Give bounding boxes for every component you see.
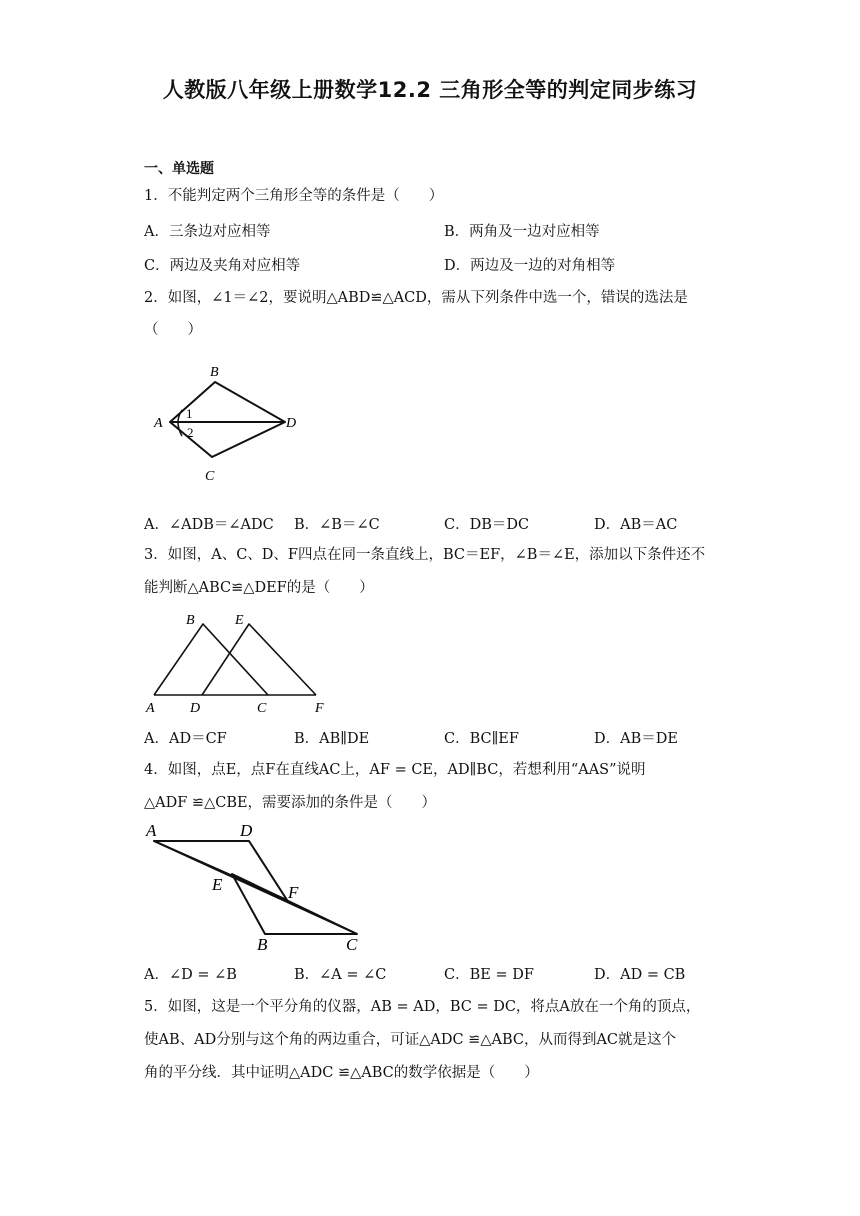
q4-figure xyxy=(142,818,372,956)
q4-option-a[interactable]: A．∠D = ∠B xyxy=(144,967,237,983)
q3-stem-line1: 3．如图，A、C、D、F四点在同一条直线上，BC＝EF，∠B＝∠E，添加以下条件还不 xyxy=(144,547,706,563)
section-heading: 一、单选题 xyxy=(144,161,214,177)
page-title: 人教版八年级上册数学12.2 三角形全等的判定同步练习 xyxy=(162,78,698,102)
q4-label-d: D xyxy=(240,821,253,840)
q5-stem-line1: 5．如图，这是一个平分角的仪器，AB = AD，BC = DC，将点A放在一个角的顶点， xyxy=(144,999,701,1015)
q2-option-b[interactable]: B．∠B＝∠C xyxy=(294,517,380,533)
q1-option-a[interactable]: A．三条边对应相等 xyxy=(144,224,271,240)
q3-option-d[interactable]: D．AB＝DE xyxy=(594,731,678,747)
q3-label-e: E xyxy=(235,613,244,628)
q2-label-d: D xyxy=(286,416,297,431)
q1-option-d[interactable]: D．两边及一边的对角相等 xyxy=(444,258,616,274)
q3-option-b[interactable]: B．AB∥DE xyxy=(294,731,370,747)
q4-option-c[interactable]: C．BE = DF xyxy=(444,967,534,983)
q2-label-angle1: 1 xyxy=(186,406,193,421)
q4-label-a: A xyxy=(146,821,157,840)
q3-label-a: A xyxy=(146,701,155,716)
q1-option-b[interactable]: B．两角及一边对应相等 xyxy=(444,224,600,240)
q5-stem-line2: 使AB、AD分别与这个角的两边重合，可证△ADC ≌△ABC，从而得到AC就是这个 xyxy=(144,1032,677,1048)
q3-option-c[interactable]: C．BC∥EF xyxy=(444,731,519,747)
q2-label-c: C xyxy=(205,469,215,484)
q2-option-d[interactable]: D．AB＝AC xyxy=(594,517,678,533)
q4-label-b: B xyxy=(257,935,268,954)
q2-label-b: B xyxy=(210,365,219,380)
q4-stem-line2: △ADF ≌△CBE，需要添加的条件是（ ） xyxy=(144,795,437,811)
q4-option-b[interactable]: B．∠A = ∠C xyxy=(294,967,387,983)
q2-stem-line2: （ ） xyxy=(144,322,202,338)
q1-stem: 1．不能判定两个三角形全等的条件是（ ） xyxy=(144,188,444,204)
q3-triangle-abc xyxy=(154,624,268,695)
q2-figure xyxy=(144,360,314,490)
q2-label-angle2: 2 xyxy=(187,425,194,440)
q4-label-c: C xyxy=(346,935,358,954)
q4-option-d[interactable]: D．AD = CB xyxy=(594,967,686,983)
q4-stem-line1: 4．如图，点E，点F在直线AC上，AF = CE，AD∥BC，若想利用“AAS”说明 xyxy=(144,762,646,778)
q2-stem-line1: 2．如图，∠1＝∠2，要说明△ABD≌△ACD，需从下列条件中选一个，错误的选法是 xyxy=(144,290,688,306)
q3-figure xyxy=(144,608,334,718)
q3-label-c: C xyxy=(257,701,267,716)
q4-label-e: E xyxy=(212,875,223,894)
q1-option-c[interactable]: C．两边及夹角对应相等 xyxy=(144,258,301,274)
q2-option-c[interactable]: C．DB＝DC xyxy=(444,517,530,533)
q4-label-f: F xyxy=(288,883,299,902)
q3-label-f: F xyxy=(315,701,324,716)
q3-label-d: D xyxy=(190,701,201,716)
q2-option-a[interactable]: A．∠ADB＝∠ADC xyxy=(144,517,274,533)
q2-label-a: A xyxy=(154,416,163,431)
q3-option-a[interactable]: A．AD＝CF xyxy=(144,731,227,747)
q4-line-ac xyxy=(154,841,357,934)
q5-stem-line3: 角的平分线．其中证明△ADC ≌△ABC的数学依据是（ ） xyxy=(144,1065,539,1081)
q3-stem-line2: 能判断△ABC≌△DEF的是（ ） xyxy=(144,580,374,596)
q3-label-b: B xyxy=(186,613,195,628)
